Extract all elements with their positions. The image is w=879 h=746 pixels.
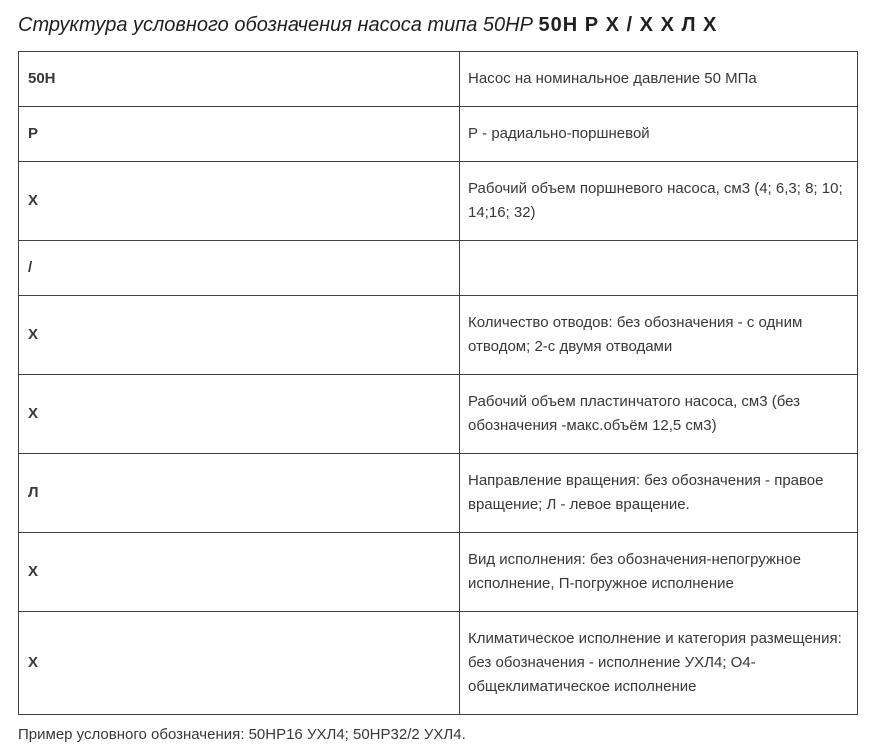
- designation-code: Х: [19, 296, 460, 375]
- table-row: [19, 375, 858, 454]
- table-row: [19, 533, 858, 612]
- designation-structure-table: [18, 51, 858, 715]
- example-note: Пример условного обозначения: 50НР16 УХЛ4; 50НР32/2 УХЛ4.: [18, 726, 466, 743]
- designation-code: Х: [19, 533, 460, 612]
- table-row: [19, 296, 858, 375]
- designation-code: Л: [19, 454, 460, 533]
- page-title-designation-formula: 50Н Р Х / Х Х Л Х: [538, 14, 718, 36]
- designation-code: Х: [19, 612, 460, 715]
- designation-code: Х: [19, 375, 460, 454]
- table-row: [19, 162, 858, 241]
- designation-description: Рабочий объем пластинчатого насоса, см3 (без обозначения -макс.объём 12,5 см3): [460, 375, 858, 454]
- designation-description: Насос на номинальное давление 50 МПа: [460, 52, 858, 107]
- designation-code: /: [19, 241, 460, 296]
- table-row: [19, 52, 858, 107]
- designation-description: Климатическое исполнение и категория размещения: без обозначения - исполнение УХЛ4; О4-общеклиматическое исполнение: [460, 612, 858, 715]
- table-row: [19, 612, 858, 715]
- table-row: [19, 241, 858, 296]
- designation-code: Х: [19, 162, 460, 241]
- designation-description: Р - радиально-поршневой: [460, 107, 858, 162]
- designation-description: Рабочий объем поршневого насоса, см3 (4; 6,3; 8; 10; 14;16; 32): [460, 162, 858, 241]
- designation-description: Направление вращения: без обозначения - правое вращение; Л - левое вращение.: [460, 454, 858, 533]
- designation-description: Вид исполнения: без обозначения-непогружное исполнение, П-погружное исполнение: [460, 533, 858, 612]
- designation-description: [460, 241, 858, 296]
- designation-code: Р: [19, 107, 460, 162]
- designation-description: Количество отводов: без обозначения - с одним отводом; 2-с двумя отводами: [460, 296, 858, 375]
- table-row: [19, 454, 858, 533]
- table-row: [19, 107, 858, 162]
- designation-code: 50Н: [19, 52, 460, 107]
- page-title-italic-part: Структура условного обозначения насоса типа 50НР: [18, 14, 533, 36]
- page-title: [18, 13, 859, 38]
- designation-table-body: [19, 52, 858, 715]
